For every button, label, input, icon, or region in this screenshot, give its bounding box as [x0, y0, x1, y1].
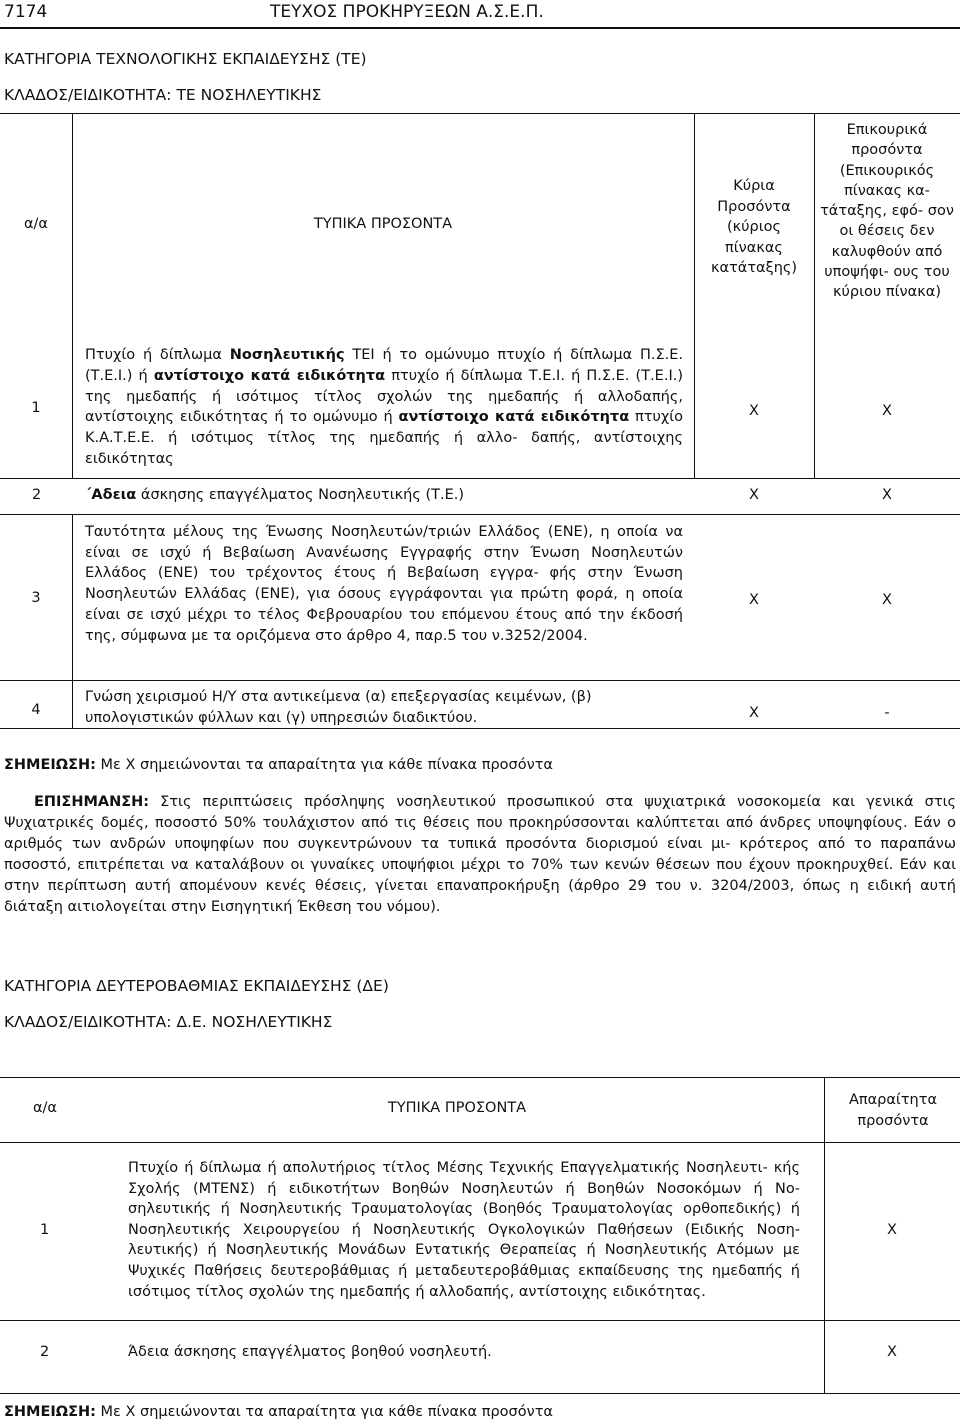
row-2-main-mark: Χ [749, 487, 759, 503]
row-1-main-mark: Χ [749, 403, 759, 419]
table1-row-separator [0, 680, 960, 681]
row-2-aux-mark: Χ [882, 487, 892, 503]
branch-heading-te: ΚΛΑΔΟΣ/ΕΙΔΙΚΟΤΗΤΑ: ΤΕ ΝΟΣΗΛΕΥΤΙΚΗΣ [4, 86, 322, 104]
table1-divider [72, 113, 73, 478]
row-1-number: 1 [31, 400, 41, 416]
t2-row-1-text: Πτυχίο ή δίπλωμα ή απολυτήριος τίτλος Μέσης Τεχνικής Επαγγελματικής Νοσηλευτι- κής Σχολής (ΜΤΕΝΣ) ή ειδικοτήτων Βοηθών Νοσηλευτών ή Βοηθών Νοσοκόμων ή Νο- σηλευτικής ή Νοσηλευτικής Τραυματολογίας (Βοηθός Τραυματολογίας ορθοπεδικής) ή Νοσηλευτικής Χειρουργείου ή Νοσηλευτικής Ογκολογικών Παθήσεων (Ειδικής Νοση- λευτικής) ή Νοσηλευτικής Μονάδων Εντατικής Θεραπείας ή Νοσηλευτικής Ατόμων με Ψυχικές Παθήσεις δευτεροβάθμιας ή μεταδευτεροβάθμιας εκπαίδευσης της ημεδαπής ή ισότιμος τίτλος σχολών της ημεδαπής ή αλλοδαπής, αντίστοιχης ειδικότητας. [128, 1160, 800, 1300]
table2-top-border [0, 1077, 960, 1078]
t2-row-2-text: Άδεια άσκησης επαγγέλματος βοηθού νοσηλευτή. [128, 1344, 492, 1360]
col-main-header: Κύρια Προσόντα (κύριος πίνακας κατάταξης) [710, 178, 798, 276]
row-2-number: 2 [32, 487, 42, 503]
t2-col-aa-header: α/α [32, 1100, 57, 1116]
col-typika-header: ΤΥΠΙΚΑ ΠΡΟΣΟΝΤΑ [313, 216, 453, 232]
table1-top-border [0, 113, 960, 114]
table1-row-separator [0, 514, 960, 515]
t2-col-typika-header: ΤΥΠΙΚΑ ΠΡΟΣΟΝΤΑ [387, 1100, 527, 1116]
row-3-aux-mark: Χ [882, 592, 892, 608]
t2-row-2-number: 2 [40, 1344, 50, 1360]
table2-bottom-border [0, 1393, 960, 1394]
page-number: 7174 [4, 2, 48, 22]
row-4-aux-mark: - [884, 705, 890, 721]
col-aa-header: α/α [23, 216, 48, 232]
table1-bottom-border [0, 478, 960, 479]
col-aux-header: Επικουρικά προσόντα (Επικουρικός πίνακας κα- τάταξης, εφό- σον οι θέσεις δεν καλυφθούν από υποψήφι- ους του κύριου πίνακα) [820, 122, 954, 301]
row-1-aux-mark: Χ [882, 403, 892, 419]
table1-divider [694, 113, 695, 478]
table2-header-border [0, 1142, 960, 1143]
row-3-text: Ταυτότητα μέλους της Ένωσης Νοσηλευτών/τριών Ελλάδος (ΕΝΕ), η οποία να είναι σε ισχύ ή Βεβαίωση Ανανέωσης Εγγραφής στην Ένωση Νοσηλευτών Ελλάδος (ΕΝΕ) του τρέχοντος έτους ή Βεβαίωση εγγρα- φής στην Ένωση Νοσηλευτών Ελλάδας (ΕΝΕ), για όσους εγγράφονται για πρώτη φορά, η οποία είναι σε ισχύ μέχρι το τέλος Φεβρουαρίου του επόμενου έτους από την έκδοσή της, σύμφωνα με τα οριζόμενα στο άρθρο 4, παρ.5 του ν.3252/2004. [85, 524, 683, 644]
row-3-number: 3 [31, 590, 41, 606]
t2-row-1-number: 1 [40, 1222, 50, 1238]
table2-row-separator [0, 1320, 960, 1321]
note-2: ΣΗΜΕΙΩΣΗ: Με Χ σημειώνονται τα απαραίτητα για κάθε πίνακα προσόντα [4, 1404, 553, 1420]
emphasis-paragraph: ΕΠΙΣΗΜΑΝΣΗ: Στις περιπτώσεις πρόσληψης νοσηλευτικού προσωπικού στα ψυχιατρικά νοσοκομεία και γενικά στις Ψυχιατρικές δομές, ποσοστό 50% τουλάχιστον από τις θέσεις που προκηρύσσονται καλύπτεται από άνδρες υποψηφίους. Εάν ο αριθμός των ανδρών υποψηφίων που συγκεντρώνουν τα τυπικά προσόντα διορισμού είναι μι- κρότερος από το παραπάνω ποσοστό, επιτρέπεται να καταλάβουν οι γυναίκες υποψήφιοι μέχρι το 70% των κενών θέσεων που έχουν προκηρυχθεί. Εάν και στην περίπτωση αυτή απομένουν κενές θέσεις, γίνεται επαναπροκήρυξη (άρθρο 29 του ν. 3204/2003, όπως η ειδική αυτή διάταξη αιτιολογείται στην Εισηγητική Έκθεση του νόμου). [4, 794, 956, 915]
row-2-text: ΄Αδεια άσκησης επαγγέλματος Νοσηλευτικής (Τ.Ε.) [85, 487, 465, 503]
category-heading-de: ΚΑΤΗΓΟΡΙΑ ΔΕΥΤΕΡΟΒΑΘΜΙΑΣ ΕΚΠΑΙΔΕΥΣΗΣ (ΔΕ) [4, 977, 389, 995]
note-1: ΣΗΜΕΙΩΣΗ: Με Χ σημειώνονται τα απαραίτητα για κάθε πίνακα προσόντα [4, 757, 553, 773]
branch-heading-de: ΚΛΑΔΟΣ/ΕΙΔΙΚΟΤΗΤΑ: Δ.Ε. ΝΟΣΗΛΕΥΤΙΚΗΣ [4, 1013, 333, 1031]
row-4-text: Γνώση χειρισμού Η/Υ στα αντικείμενα (α) επεξεργασίας κειμένων, (β) υπολογιστικών φύλλων και (γ) υπηρεσιών διαδικτύου. [85, 689, 592, 726]
category-heading-te: ΚΑΤΗΓΟΡΙΑ ΤΕΧΝΟΛΟΓΙΚΗΣ ΕΚΠΑΙΔΕΥΣΗΣ (ΤΕ) [4, 50, 367, 68]
row-4-number: 4 [31, 702, 41, 718]
row-1-text: Πτυχίο ή δίπλωμα Νοσηλευτικής ΤΕΙ ή το ομώνυμο πτυχίο ή δίπλωμα Π.Σ.Ε. (Τ.Ε.Ι.) ή αντίστοιχο κατά ειδικότητα πτυχίο ή δίπλωμα Τ.Ε.Ι. ή Π.Σ.Ε. (Τ.Ε.Ι.) της ημεδαπής ή ισότιμος τίτλος σχολών της ημεδαπής ή αλλοδαπής, αντίστοιχης ειδικότητας ή το ομώνυμο ή αντίστοιχο κατά ειδικότητα πτυχίο Κ.Α.Τ.Ε.Ε. ή ισότιμος τίτλος της ημεδαπής ή αλλο- δαπής, αντίστοιχης ειδικότητας [85, 347, 683, 467]
table1-bottom-border [0, 728, 960, 729]
header-rule [0, 27, 960, 29]
t2-row-2-req-mark: Χ [887, 1344, 897, 1360]
t2-row-1-req-mark: Χ [887, 1222, 897, 1238]
table1-divider [814, 113, 815, 478]
table1-divider [72, 514, 73, 728]
publication-title: ΤΕΥΧΟΣ ΠΡΟΚΗΡΥΞΕΩΝ Α.Σ.Ε.Π. [270, 2, 544, 22]
row-4-main-mark: Χ [749, 705, 759, 721]
t2-col-req-header: Απαραίτητα προσόντα [848, 1092, 938, 1129]
row-3-main-mark: Χ [749, 592, 759, 608]
